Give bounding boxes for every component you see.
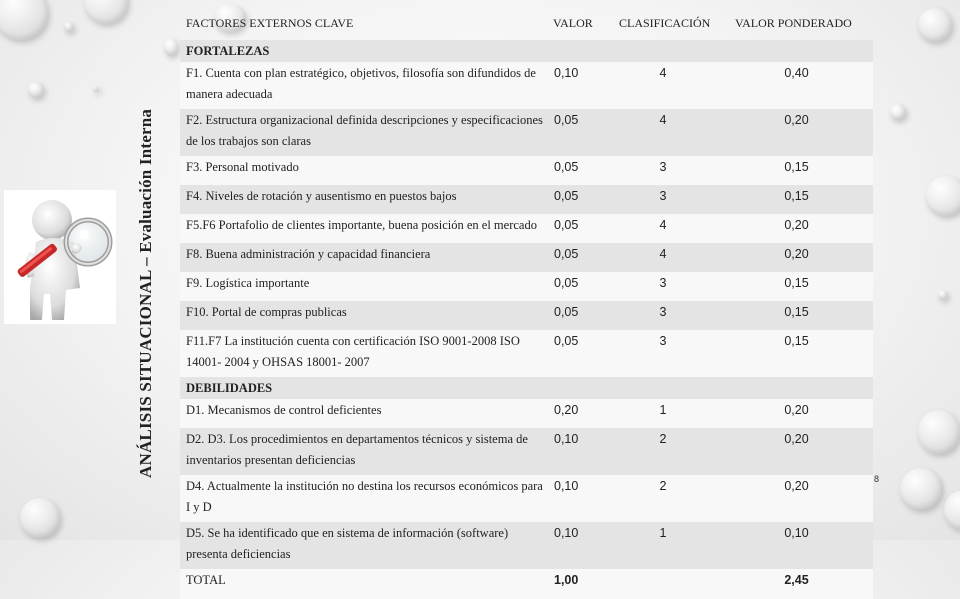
ponderado-cell: 0,15: [720, 156, 873, 185]
water-drop-decoration: [28, 82, 44, 98]
evaluation-table: [180, 40, 873, 599]
header-valor: VALOR: [553, 16, 593, 30]
table-row: [180, 62, 873, 109]
section-row-debilidades: [180, 377, 873, 399]
valor-cell: 0,05: [548, 156, 606, 185]
clasificacion-cell: 3: [606, 185, 720, 214]
factor-cell: D5. Se ha identificado que en sistema de información (software) presenta deficiencias: [180, 522, 548, 569]
table-row: [180, 330, 873, 377]
table-row: [180, 156, 873, 185]
factor-cell: F9. Logística importante: [180, 272, 548, 301]
section-row-fortalezas: [180, 40, 873, 62]
clasificacion-cell: 1: [606, 522, 720, 569]
valor-cell: 0,05: [548, 330, 606, 377]
header-factores: FACTORES EXTERNOS CLAVE: [186, 16, 354, 30]
total-valor: 1,00: [548, 569, 606, 599]
section-title-fortalezas: FORTALEZAS: [180, 40, 873, 62]
ponderado-cell: 0,20: [720, 399, 873, 428]
side-title: ANÁLISIS SITUACIONAL – Evaluación Interna: [136, 108, 155, 478]
table-row: [180, 243, 873, 272]
water-drop-decoration: [900, 468, 942, 510]
header-clasificacion: CLASIFICACIÓN: [619, 16, 711, 30]
clasificacion-cell: 3: [606, 156, 720, 185]
factor-cell: D1. Mecanismos de control deficientes: [180, 399, 548, 428]
water-drop-decoration: [93, 86, 99, 92]
table-row: [180, 428, 873, 475]
water-drop-decoration: [944, 490, 960, 530]
total-row: [180, 569, 873, 599]
clasificacion-cell: 3: [606, 330, 720, 377]
clasificacion-cell: 2: [606, 475, 720, 522]
clasificacion-cell: 3: [606, 272, 720, 301]
factor-cell: F5.F6 Portafolio de clientes importante, buena posición en el mercado: [180, 214, 548, 243]
water-drop-decoration: [938, 290, 948, 300]
ponderado-cell: 0,20: [720, 243, 873, 272]
valor-cell: 0,10: [548, 428, 606, 475]
ponderado-cell: 0,10: [720, 522, 873, 569]
ponderado-cell: 0,20: [720, 214, 873, 243]
factor-cell: D4. Actualmente la institución no destina los recursos económicos para I y D: [180, 475, 548, 522]
header-valor-ponderado: VALOR PONDERADO: [735, 16, 852, 30]
clasificacion-cell: 4: [606, 243, 720, 272]
clasificacion-cell: 3: [606, 301, 720, 330]
valor-cell: 0,10: [548, 62, 606, 109]
person-magnifier-icon: [0, 190, 130, 330]
factor-cell: F8. Buena administración y capacidad financiera: [180, 243, 548, 272]
valor-cell: 0,05: [548, 185, 606, 214]
total-ponderado: 2,45: [720, 569, 873, 599]
ponderado-cell: 0,20: [720, 109, 873, 156]
clasificacion-cell: 2: [606, 428, 720, 475]
ponderado-cell: 0,15: [720, 330, 873, 377]
ponderado-cell: 0,40: [720, 62, 873, 109]
factor-cell: D2. D3. Los procedimientos en departamentos técnicos y sistema de inventarios presentan deficiencias: [180, 428, 548, 475]
table-row: [180, 522, 873, 569]
valor-cell: 0,05: [548, 214, 606, 243]
valor-cell: 0,05: [548, 243, 606, 272]
water-drop-decoration: [84, 0, 128, 24]
ponderado-cell: 0,20: [720, 475, 873, 522]
water-drop-decoration: [890, 104, 906, 120]
factor-cell: F2. Estructura organizacional definida descripciones y especificaciones de los trabajos son claras: [180, 109, 548, 156]
table-row: [180, 214, 873, 243]
valor-cell: 0,10: [548, 522, 606, 569]
water-drop-decoration: [64, 22, 74, 32]
valor-cell: 0,05: [548, 109, 606, 156]
table-row: [180, 109, 873, 156]
factor-cell: F10. Portal de compras publicas: [180, 301, 548, 330]
water-drop-decoration: [926, 176, 960, 216]
water-drop-decoration: [20, 498, 60, 538]
section-title-debilidades: DEBILIDADES: [180, 377, 873, 399]
ponderado-cell: 0,20: [720, 428, 873, 475]
clasificacion-cell: 4: [606, 109, 720, 156]
valor-cell: 0,10: [548, 475, 606, 522]
ponderado-cell: 0,15: [720, 272, 873, 301]
valor-cell: 0,20: [548, 399, 606, 428]
water-drop-decoration: [0, 0, 48, 40]
valor-cell: 0,05: [548, 301, 606, 330]
ponderado-cell: 0,15: [720, 301, 873, 330]
ponderado-cell: 0,15: [720, 185, 873, 214]
table-row: [180, 272, 873, 301]
table-row: [180, 185, 873, 214]
factor-cell: F1. Cuenta con plan estratégico, objetivos, filosofía son difundidos de manera adecuada: [180, 62, 548, 109]
clasificacion-cell: 1: [606, 399, 720, 428]
clasificacion-cell: 4: [606, 214, 720, 243]
water-drop-decoration: [164, 38, 178, 56]
valor-cell: 0,05: [548, 272, 606, 301]
table-row: [180, 475, 873, 522]
water-drop-decoration: [918, 8, 952, 42]
table-row: [180, 301, 873, 330]
factor-cell: F11.F7 La institución cuenta con certificación ISO 9001-2008 ISO 14001- 2004 y OHSAS 18001- 2007: [180, 330, 548, 377]
factor-cell: F3. Personal motivado: [180, 156, 548, 185]
table-row: [180, 399, 873, 428]
page-number: 8: [874, 474, 880, 484]
clasificacion-cell: 4: [606, 62, 720, 109]
total-clasificacion: [606, 569, 720, 599]
total-label: TOTAL: [180, 569, 548, 599]
factor-cell: F4. Niveles de rotación y ausentismo en puestos bajos: [180, 185, 548, 214]
water-drop-decoration: [918, 410, 960, 454]
